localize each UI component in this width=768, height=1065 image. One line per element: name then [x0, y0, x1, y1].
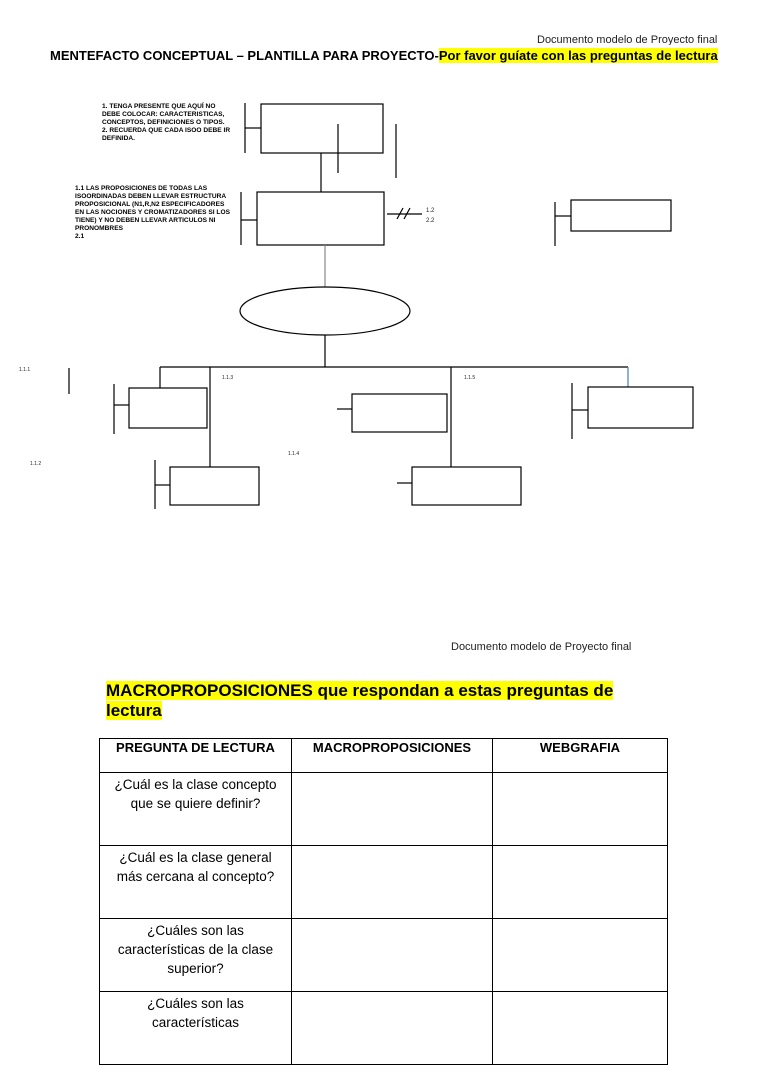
question-cell: ¿Cuál es la clase general más cercana al concepto?	[100, 846, 292, 919]
label-1-1-4: 1.1.4	[288, 451, 300, 457]
answer-cell[interactable]	[292, 992, 493, 1065]
label-1-1-5: 1.1.5	[464, 375, 476, 381]
table-header-row	[100, 739, 668, 773]
col-header-macroproposiciones: MACROPROPOSICIONES	[292, 739, 493, 773]
section2-header-note: Documento modelo de Proyecto final	[451, 641, 632, 653]
webgrafia-cell[interactable]	[493, 846, 668, 919]
table-row	[100, 773, 668, 846]
webgrafia-cell[interactable]	[493, 919, 668, 992]
title-main: MENTEFACTO CONCEPTUAL – PLANTILLA PARA PROYECTO-	[50, 48, 439, 63]
isoordinate-box-1	[129, 388, 207, 428]
table-row	[100, 846, 668, 919]
isoordinate-box-4	[412, 467, 521, 505]
webgrafia-cell[interactable]	[493, 992, 668, 1065]
concept-box	[257, 192, 384, 245]
isoordinate-box-3	[352, 394, 447, 432]
col-header-webgrafia: WEBGRAFIA	[493, 739, 668, 773]
question-cell: ¿Cuáles son las características	[100, 992, 292, 1065]
answer-cell[interactable]	[292, 846, 493, 919]
supraordinate-box	[261, 104, 383, 153]
isoordinate-box-2	[170, 467, 259, 505]
macroproposiciones-title	[106, 681, 646, 721]
questions-table	[99, 738, 668, 1065]
webgrafia-cell[interactable]	[493, 773, 668, 846]
table-row	[100, 919, 668, 992]
title-highlight: Por favor guíate con las preguntas de lectura	[438, 48, 718, 63]
macro-title-text: MACROPROPOSICIONES que respondan a estas preguntas de lectura	[106, 681, 614, 720]
note1-line1: 1. TENGA PRESENTE QUE AQUÍ NO DEBE COLOCAR: CARACTERISTICAS, CONCEPTOS, DEFINICIONES O TIPOS.	[102, 103, 225, 126]
label-1-2: 1.2	[426, 208, 435, 214]
note2-line1: 1.1 LAS PROPOSICIONES DE TODAS LAS ISOORDINADAS DEBEN LLEVAR ESTRUCTURA PROPOSICIONAL (N1,R,N2 ESPECIFICADORES EN LAS NOCIONES Y CROMATIZADORES SI LOS TIENE) Y NO DEBEN LLEVAR ARTICULOS NI PRONOMBRES	[75, 185, 230, 232]
isoordinate-box-5	[588, 387, 693, 428]
note2-line2: 2.1	[75, 233, 85, 240]
concept-ellipse	[240, 287, 410, 335]
label-1-1-1: 1.1.1	[19, 367, 31, 373]
answer-cell[interactable]	[292, 919, 493, 992]
answer-cell[interactable]	[292, 773, 493, 846]
col-header-pregunta: PREGUNTA DE LECTURA	[100, 739, 292, 773]
label-1-1-3: 1.1.3	[222, 375, 234, 381]
header-note: Documento modelo de Proyecto final	[537, 34, 718, 45]
exclusion-box	[571, 200, 671, 231]
question-cell: ¿Cuáles son las características de la clase superior?	[100, 919, 292, 992]
table-row	[100, 992, 668, 1065]
note1-line2: 2. RECUERDA QUE CADA ISOO DEBE IR DEFINIDA.	[102, 127, 231, 142]
label-2-2: 2.2	[426, 218, 435, 224]
label-1-1-2: 1.1.2	[30, 461, 42, 467]
question-cell: ¿Cuál es la clase concepto que se quiere definir?	[100, 773, 292, 846]
